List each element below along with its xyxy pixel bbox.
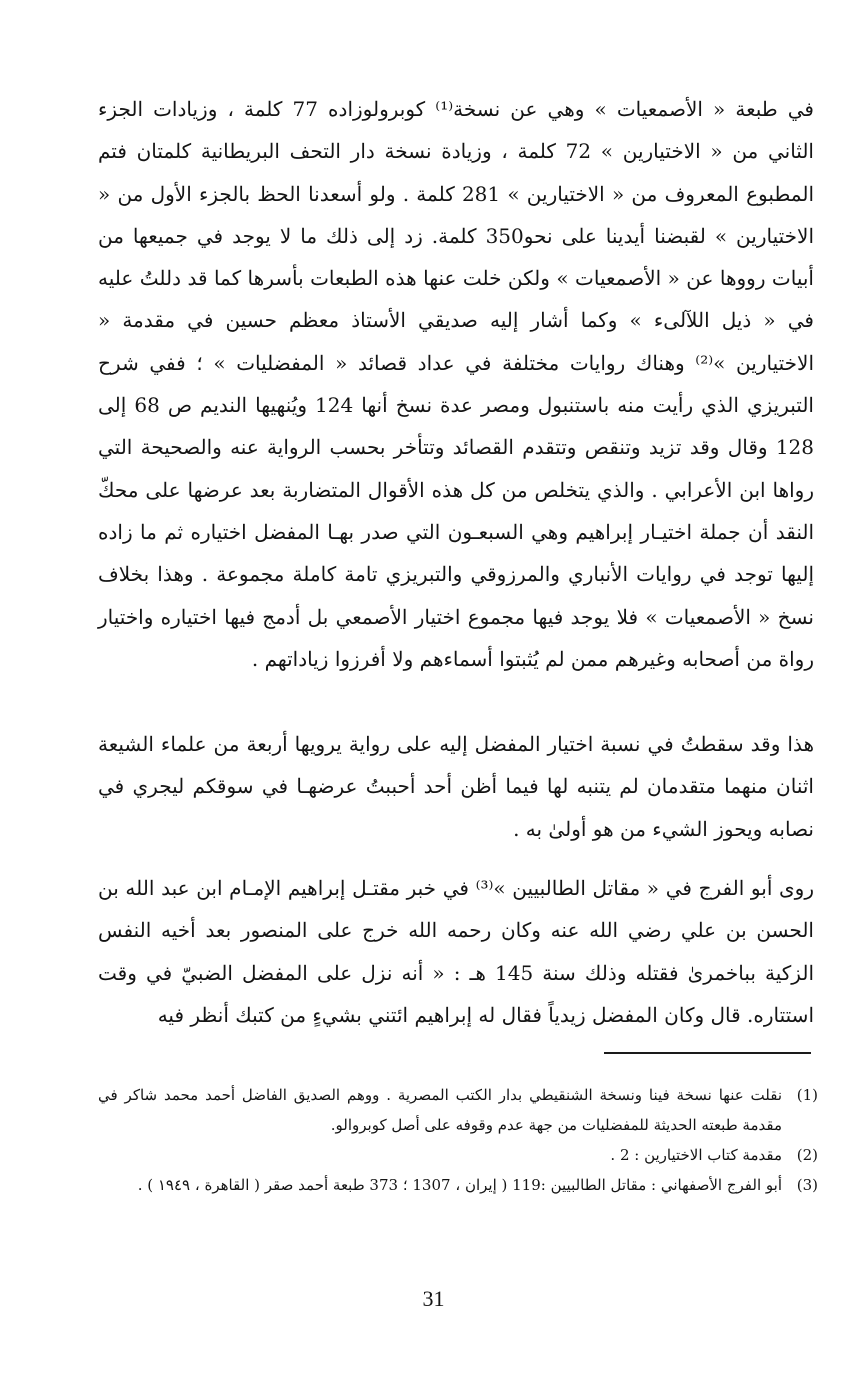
footnote-number: (1) <box>796 1086 818 1104</box>
footnote-3 <box>98 1170 818 1200</box>
page-number: 31 <box>422 1286 445 1311</box>
footnote-number: (3) <box>796 1176 818 1194</box>
body-paragraph-1: في طبعة « الأصمعيات » وهي عن نسخة⁽¹⁾ كوبرولوزاده 77 كلمة ، وزيادات الجزء الثاني من « الاختيارين » 72 كلمة ، وزيادة نسخة دار التحف البريطانية كلمتان فتم المطبوع المعروف من « الاختيارين » 281 كلمة . ولو أسعدنا الحظ بالجزء الأول من « الاختيارين » لقبضنا أيدينا على نحو350 كلمة. زد إلى ذلك ما لا يوجد في جميعها من أبيات رووها عن « الأصمعيات » ولكن خلت عنها هذه الطبعات بأسرها كما قد دللتُ عليه في « ذيل اللآلىء » وكما أشار إليه صديقي الأستاذ معظم حسين في مقدمة « الاختيارين »⁽²⁾ وهناك روايات مختلفة في عداد قصائد « المفضليات » ؛ ففي شرح التبريزي الذي رأيت منه باستنبول ومصر عدة نسخ أنها 124 ويُنهيها النديم ص 68 إلى 128 وقال وقد تزيد وتنقص وتتقدم القصائد وتتأخر بحسب الرواية عنه والصحيحة التي رواها ابن الأعرابي . والذي يتخلص من كل هذه الأقوال المتضاربة بعد عرضها على محكّ النقد أن جملة اختيـار إبراهيم وهي السبعـون التي صدر بهـا المفضل اختياره ثم ما زاده إليها توجد في روايات الأنباري والمرزوقي والتبريزي تامة كاملة مجموعة . وهذا بخلاف نسخ « الأصمعيات » فلا يوجد فيها مجموع اختيار الأصمعي بل أدمج فيها اختياره واختيار رواة من أصحابه وغيرهم ممن لم يُثبتوا أسماءهم ولا أفرزوا زياداتهم . <box>98 97 814 671</box>
footnote-text: أبو الفرج الأصفهاني : مقاتل الطالبيين :119 ( إيران ، 1307 ؛ 373 طبعة أحمد صقر ( القاهرة ، ١٩٤٩ ) . <box>137 1176 782 1194</box>
footnote-text: نقلت عنها نسخة فينا ونسخة الشنقيطي بدار الكتب المصرية . ووهم الصديق الفاضل أحمد محمد شاكر في مقدمة طبعته الحديثة للمفضليات من جهة عدم وقوفه على أصل كوبروالو. <box>98 1086 782 1134</box>
footnote-2 <box>98 1140 818 1170</box>
body-paragraph-2: هذا وقد سقطتُ في نسبة اختيار المفضل إليه على رواية يرويها أربعة من علماء الشيعة اثنان منهما متقدمان لم يتنبه لها فيما أظن أحد أحببتُ عرضهـا في سوقكم ليجري في نصابه ويحوز الشيء من هو أولىٰ به . <box>98 732 814 841</box>
footnote-number: (2) <box>796 1146 818 1164</box>
footnote-1 <box>98 1080 818 1140</box>
footnote-separator <box>604 1052 811 1054</box>
body-paragraph-3: روى أبو الفرج في « مقاتل الطالبيين »⁽³⁾ في خبر مقتـل إبراهيم الإمـام ابن عبد الله بن الحسن بن علي رضي الله عنه وكان رحمه الله خرج على المنصور بعد أخيه النفس الزكية بباخمرىٰ فقتله وذلك سنة 145 هـ : « أنه نزل على المفضل الضبيّ في وقت استتاره. قال وكان المفضل زيدياً فقال له إبراهيم ائتني بشيءٍ من كتبك أنظر فيه <box>98 876 814 1027</box>
footnote-text: مقدمة كتاب الاختيارين : 2 . <box>610 1146 782 1164</box>
footnotes-list <box>98 1080 818 1200</box>
